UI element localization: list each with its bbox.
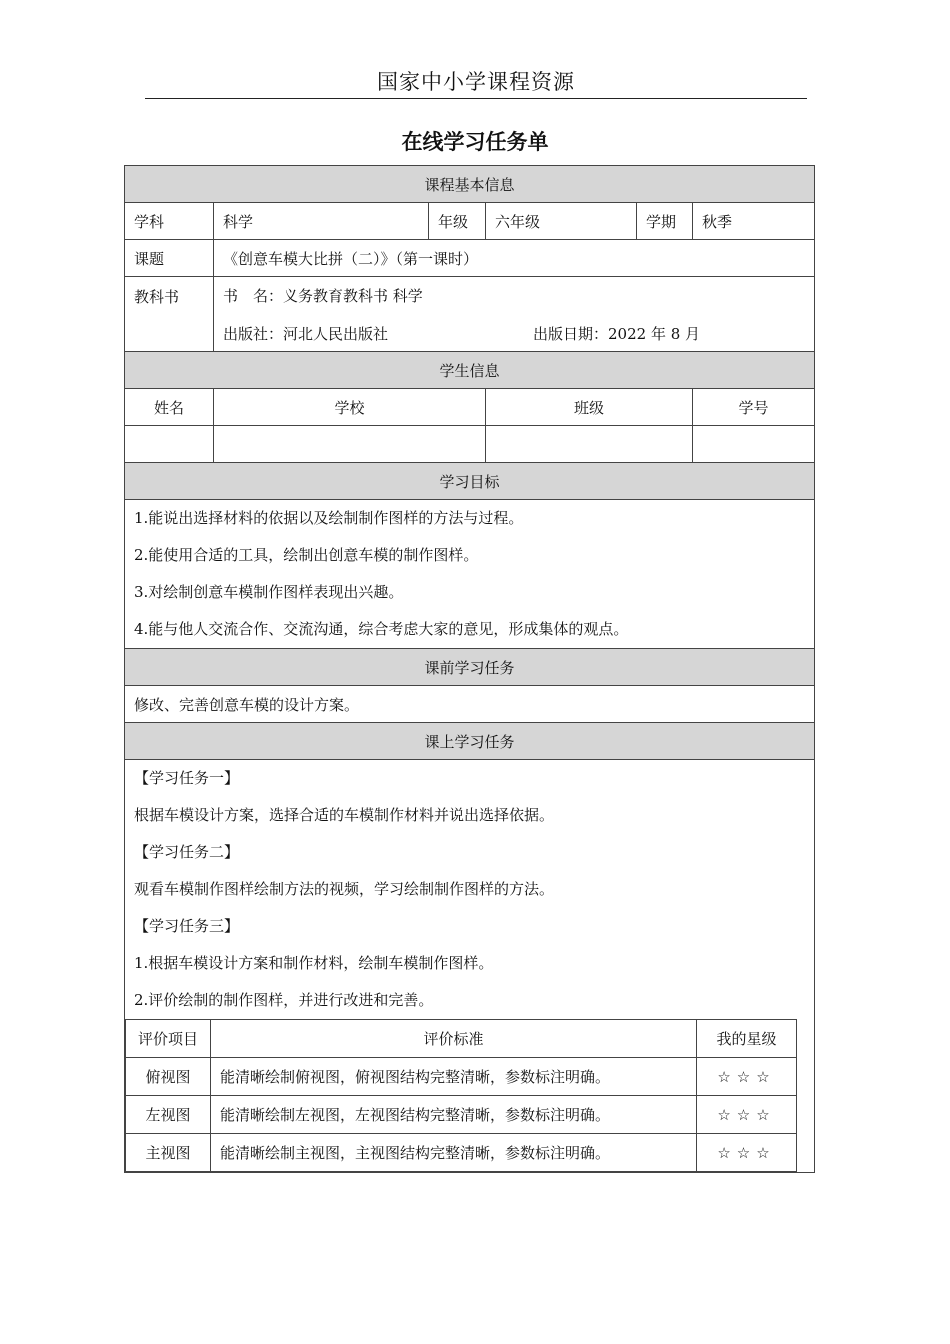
page-header: 国家中小学课程资源 [377, 70, 575, 94]
student-class-field[interactable] [486, 426, 693, 463]
table-row [126, 1058, 797, 1096]
eval-item: 主视图 [126, 1134, 211, 1172]
eval-item: 左视图 [126, 1096, 211, 1134]
section-student-info: 学生信息 [125, 352, 815, 389]
student-id-header: 学号 [693, 389, 815, 426]
table-row [126, 1096, 797, 1134]
section-course-info: 课程基本信息 [125, 166, 815, 203]
section-in-class: 课上学习任务 [125, 723, 815, 760]
book-name: 书 名：义务教育教科书 科学 [223, 287, 423, 305]
student-name-field[interactable] [125, 426, 214, 463]
publish-date: 出版日期：2022 年 8 月 [533, 325, 701, 343]
goal-item: 3.对绘制创意车模制作图样表现出兴趣。 [134, 583, 404, 601]
textbook-label: 教科书 [125, 277, 214, 352]
task1-title: 【学习任务一】 [134, 769, 240, 787]
task2-title: 【学习任务二】 [134, 843, 240, 861]
pre-class-text: 修改、完善创意车模的设计方案。 [125, 686, 815, 723]
student-school-field[interactable] [214, 426, 486, 463]
star-rating[interactable]: ☆☆☆ [697, 1096, 797, 1134]
star-rating[interactable]: ☆☆☆ [697, 1134, 797, 1172]
student-id-field[interactable] [693, 426, 815, 463]
eval-item-header: 评价项目 [126, 1020, 211, 1058]
task3-step2: 2.评价绘制的制作图样，并进行改进和完善。 [134, 991, 434, 1009]
eval-criteria: 能清晰绘制左视图，左视图结构完整清晰，参数标注明确。 [211, 1096, 697, 1134]
student-name-header: 姓名 [125, 389, 214, 426]
section-goals: 学习目标 [125, 463, 815, 500]
grade-value: 六年级 [486, 203, 637, 240]
textbook-details [214, 277, 815, 352]
evaluation-table [125, 1019, 797, 1172]
eval-item: 俯视图 [126, 1058, 211, 1096]
subject-label: 学科 [125, 203, 214, 240]
eval-criteria: 能清晰绘制俯视图，俯视图结构完整清晰，参数标注明确。 [211, 1058, 697, 1096]
task3-title: 【学习任务三】 [134, 917, 240, 935]
section-pre-class: 课前学习任务 [125, 649, 815, 686]
topic-value: 《创意车模大比拼（二）》（第一课时） [214, 240, 815, 277]
table-row [126, 1134, 797, 1172]
topic-label: 课题 [125, 240, 214, 277]
goal-item: 4.能与他人交流合作、交流沟通，综合考虑大家的意见，形成集体的观点。 [134, 620, 629, 638]
goal-item: 2.能使用合适的工具，绘制出创意车模的制作图样。 [134, 546, 479, 564]
student-class-header: 班级 [486, 389, 693, 426]
task-sheet-table [124, 165, 815, 1173]
publisher: 出版社：河北人民出版社 [223, 325, 389, 343]
task3-step1: 1.根据车模设计方案和制作材料，绘制车模制作图样。 [134, 954, 494, 972]
eval-criteria: 能清晰绘制主视图，主视图结构完整清晰，参数标注明确。 [211, 1134, 697, 1172]
eval-stars-header: 我的星级 [697, 1020, 797, 1058]
task1-text: 根据车模设计方案，选择合适的车模制作材料并说出选择依据。 [134, 806, 555, 824]
header-divider [145, 98, 807, 99]
page-title: 在线学习任务单 [401, 130, 549, 154]
eval-criteria-header: 评价标准 [211, 1020, 697, 1058]
grade-label: 年级 [429, 203, 486, 240]
subject-value: 科学 [214, 203, 429, 240]
student-school-header: 学校 [214, 389, 486, 426]
goal-item: 1.能说出选择材料的依据以及绘制制作图样的方法与过程。 [134, 509, 524, 527]
star-rating[interactable]: ☆☆☆ [697, 1058, 797, 1096]
goals-list [125, 500, 815, 649]
in-class-content [125, 760, 815, 1173]
task2-text: 观看车模制作图样绘制方法的视频，学习绘制制作图样的方法。 [134, 880, 555, 898]
term-value: 秋季 [693, 203, 815, 240]
term-label: 学期 [637, 203, 693, 240]
